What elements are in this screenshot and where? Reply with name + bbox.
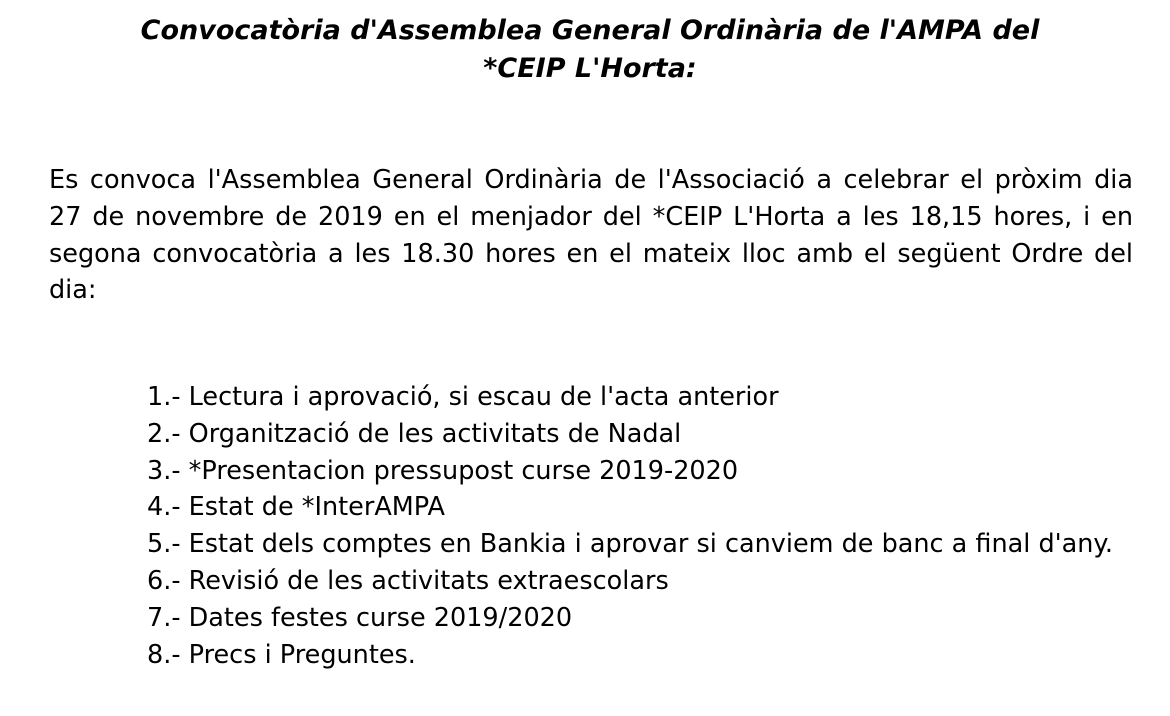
title-line-2: *CEIP L'Horta:: [483, 53, 697, 84]
document-title: [40, 12, 1140, 88]
title-line-1: Convocatòria d'Assemblea General Ordinària de l'AMPA del: [140, 15, 1040, 46]
agenda-item: 4.- Estat de *InterAMPA: [147, 492, 445, 523]
agenda-item: 5.- Estat dels comptes en Bankia i aprovar si canviem de banc a final d'any.: [147, 529, 1113, 560]
agenda-item: 8.- Precs i Preguntes.: [147, 639, 416, 670]
agenda-item: 7.- Dates festes curse 2019/2020: [147, 602, 573, 633]
agenda-item: 1.- Lectura i aprovació, si escau de l'acta anterior: [147, 382, 779, 412]
agenda-item: 6.- Revisió de les activitats extraescolars: [147, 565, 669, 596]
intro-paragraph: Es convoca l'Assemblea General Ordinària de l'Associació a celebrar el pròxim dia 27 de novembre de 2019 en el menjador del *CEIP L'Horta a les 18,15 hores, i en segona convocatòria a les 18.30 hores en el mateix lloc amb el següent Ordre del dia:: [49, 165, 1133, 306]
agenda-item: 2.- Organització de les activitats de Nadal: [147, 418, 682, 449]
agenda-list: [49, 379, 1133, 673]
agenda-item: 3.- *Presentacion pressupost curse 2019-2020: [147, 455, 739, 486]
